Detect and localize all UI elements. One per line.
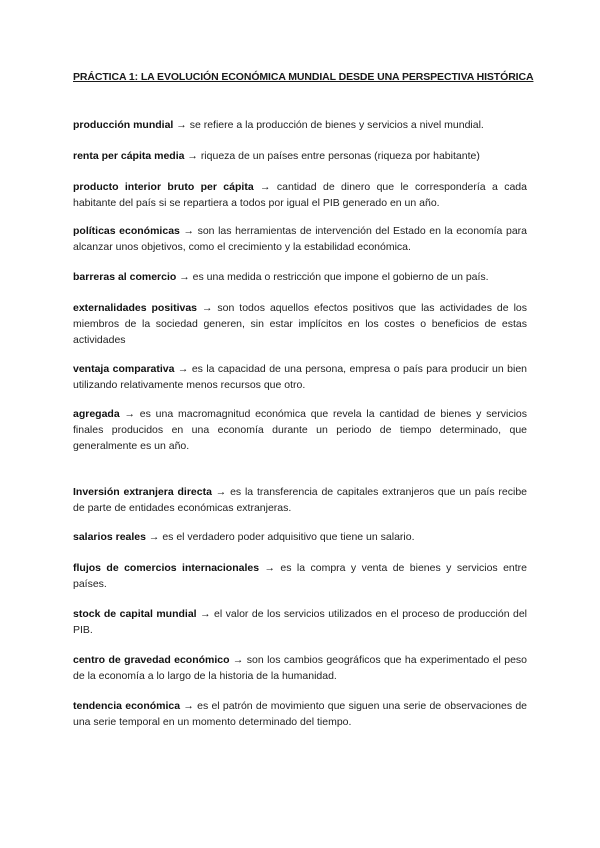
definition-term: Inversión extranjera directa	[73, 486, 212, 498]
definition-text: es la compra y venta de bienes y servicios entre países.	[73, 562, 528, 590]
definition-text: cantidad de dinero que le correspondería a cada habitante del país si se repartiera a todos por igual el PIB generado en un año.	[73, 181, 527, 209]
definition-term: tendencia económica	[73, 700, 181, 712]
arrow-icon: →	[183, 225, 194, 237]
definition-term: agregada	[73, 408, 120, 420]
definition-entry	[73, 179, 527, 211]
definition-term: ventaja comparativa	[73, 363, 175, 375]
definition-entry	[73, 652, 527, 684]
definition-term: flujos de comercios internacionales	[73, 562, 260, 574]
definition-entry	[73, 269, 527, 285]
definition-text: son los cambios geográficos que ha experimentado el peso de la economía a lo largo de la historia de la humanidad.	[73, 654, 528, 682]
definition-text: es una macromagnitud económica que revela la cantidad de bienes y servicios finales producidos en una economía durante un periodo de tiempo determinado, que generalmente es un año.	[73, 408, 527, 452]
definition-term: externalidades positivas	[73, 302, 198, 314]
arrow-icon: →	[176, 119, 187, 131]
definition-entry	[73, 406, 527, 454]
definition-entry	[73, 117, 527, 133]
arrow-icon: →	[148, 531, 160, 543]
definition-entry	[73, 148, 527, 164]
definition-entry	[73, 300, 527, 348]
arrow-icon: →	[264, 562, 275, 574]
arrow-icon: →	[215, 486, 227, 498]
arrow-icon: →	[183, 700, 194, 712]
arrow-icon: →	[124, 408, 135, 420]
definition-entry	[73, 484, 527, 516]
definition-text: es una medida o restricción que impone el gobierno de un país.	[192, 271, 489, 283]
definition-term: barreras al comercio	[73, 271, 177, 283]
definition-entry	[73, 529, 527, 545]
definition-entry	[73, 698, 527, 730]
definition-term: producto interior bruto per cápita	[73, 181, 254, 193]
definition-entry	[73, 223, 527, 255]
definition-text: es el patrón de movimiento que siguen una serie de observaciones de una serie temporal en un momento determinado del tiempo.	[73, 700, 527, 728]
arrow-icon: →	[260, 181, 271, 193]
definition-term: renta per cápita media	[73, 150, 185, 162]
definition-term: salarios reales	[73, 531, 146, 543]
definition-term: stock de capital mundial	[73, 608, 197, 620]
arrow-icon: →	[201, 302, 213, 314]
arrow-icon: →	[177, 363, 189, 375]
definition-term: políticas económicas	[73, 225, 180, 237]
definition-entry	[73, 606, 527, 638]
arrow-icon: →	[232, 654, 244, 666]
definition-entry	[73, 560, 527, 592]
definition-text: es la capacidad de una persona, empresa o país para producir un bien utilizando relativamente menos recursos que otro.	[73, 363, 528, 391]
page-title: PRÁCTICA 1: LA EVOLUCIÓN ECONÓMICA MUNDIAL DESDE UNA PERSPECTIVA HISTÓRICA	[73, 71, 534, 83]
definition-entry	[73, 361, 527, 393]
arrow-icon: →	[187, 150, 198, 162]
definition-text: riqueza de un países entre personas (riqueza por habitante)	[200, 150, 480, 162]
definition-text: son las herramientas de intervención del Estado en la economía para alcanzar unos objetivos, como el crecimiento y la estabilidad económica.	[73, 225, 527, 253]
definition-text: es la transferencia de capitales extranjeros que un país recibe de parte de entidades económicas extranjeras.	[73, 486, 527, 514]
definition-term: producción mundial	[73, 119, 174, 131]
definition-text: es el verdadero poder adquisitivo que tiene un salario.	[162, 531, 415, 543]
definition-term: centro de gravedad económico	[73, 654, 230, 666]
definition-text: son todos aquellos efectos positivos que las actividades de los miembros de la sociedad generen, sin estar implícitos en los costes o beneficios de estas actividades	[73, 302, 527, 346]
arrow-icon: →	[179, 271, 190, 283]
definition-text: el valor de los servicios utilizados en el proceso de producción del PIB.	[73, 608, 528, 636]
definition-text: se refiere a la producción de bienes y servicios a nivel mundial.	[189, 119, 484, 131]
arrow-icon: →	[200, 608, 211, 620]
